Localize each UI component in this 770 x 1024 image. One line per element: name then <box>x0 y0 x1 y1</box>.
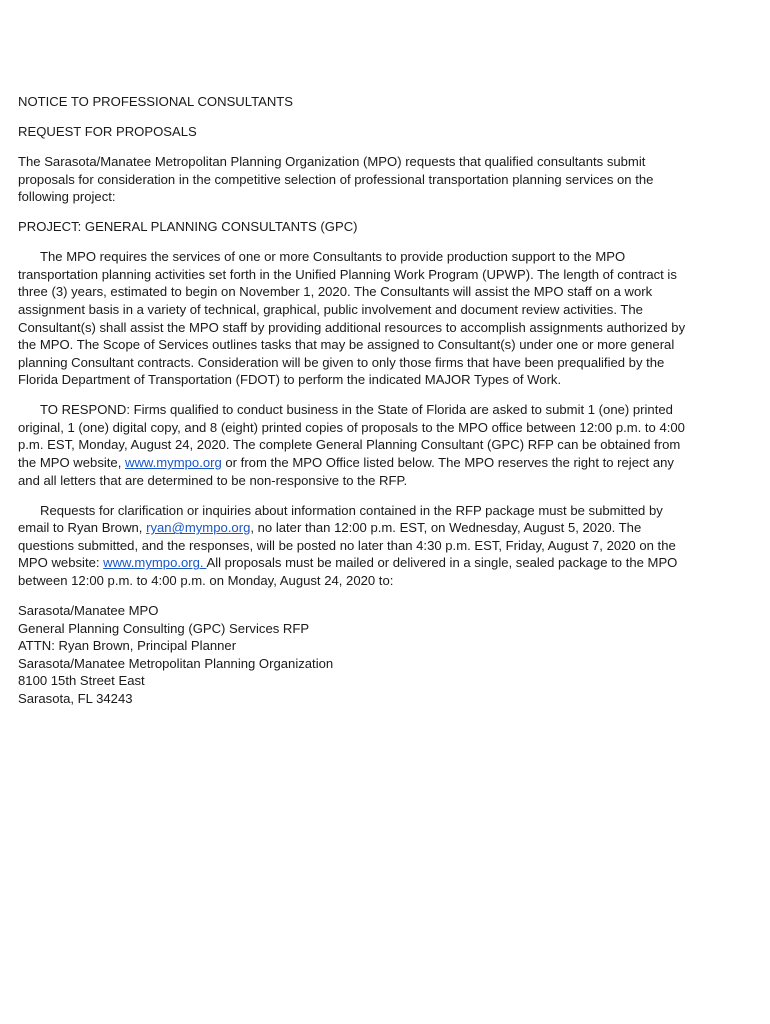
rfp-heading: REQUEST FOR PROPOSALS <box>18 123 197 139</box>
inquiry-text-2: , no later than 12:00 p.m. EST, on Wednesday, August 5, 2020. The questions submitted, and the responses, will be posted no later than 4:30 p.m. EST, Friday, August 7, 2020 on the MPO website: <box>18 520 676 571</box>
address-line: Sarasota/Manatee MPO <box>18 602 159 618</box>
respond-paragraph <box>18 401 688 489</box>
project-paragraph: The MPO requires the services of one or more Consultants to provide production support to the MPO transportation planning activities set forth in the Unified Planning Work Program (UPWP). The length of contract is three (3) years, estimated to begin on November 1, 2020. The Consultants will assist the MPO staff on a work assignment basis in a variety of technical, graphical, public involvement and document review activities. The Consultant(s) shall assist the MPO staff by providing additional resources to accomplish assignments authorized by the MPO. The Scope of Services outlines tasks that may be assigned to Consultant(s) under one or more general planning Consultant contracts. Consideration will be given to only those firms that have been prequalified by the Florida Department of Transportation (FDOT) to perform the indicated MAJOR Types of Work. <box>18 249 686 388</box>
notice-heading: NOTICE TO PROFESSIONAL CONSULTANTS <box>18 94 294 109</box>
address-line: 8100 15th Street East <box>18 673 145 689</box>
address-line: ATTN: Ryan Brown, Principal Planner <box>18 638 237 654</box>
address-line: Sarasota/Manatee Metropolitan Planning Organization <box>18 655 334 671</box>
mailing-address <box>18 602 688 708</box>
intro-paragraph: The Sarasota/Manatee Metropolitan Planning Organization (MPO) requests that qualified consultants submit proposals for consideration in the competitive selection of professional transportation planning services on the following project: <box>18 153 654 205</box>
respond-text-1: TO RESPOND: Firms qualified to conduct business in the State of Florida are asked to submit 1 (one) printed original, 1 (one) digital copy, and 8 (eight) printed copies of proposals to the MPO office between 12:00 p.m. to 4:00 p.m. EST, Monday, August 24, 2020. The complete General Planning Consultant (GPC) RFP can be obtained from the MPO website, <box>18 402 685 471</box>
address-line: General Planning Consulting (GPC) Services RFP <box>18 620 310 636</box>
contact-email-link[interactable]: ryan@mympo.org <box>146 520 251 536</box>
inquiry-text-3: All proposals must be mailed or delivered in a single, sealed package to the MPO between 12:00 p.m. to 4:00 p.m. on Monday, August 24, 2020 to: <box>18 555 678 588</box>
mpo-website-link-2[interactable]: www.mympo.org. <box>103 555 207 571</box>
inquiry-paragraph <box>18 502 688 590</box>
mpo-website-link[interactable]: www.mympo.org <box>124 455 222 471</box>
project-heading: PROJECT: GENERAL PLANNING CONSULTANTS (GPC) <box>18 219 358 235</box>
document-page <box>18 93 688 708</box>
inquiry-text-1: Requests for clarification or inquiries about information contained in the RFP package must be submitted by email to Ryan Brown, <box>18 502 663 536</box>
address-line: Sarasota, FL 34243 <box>18 690 133 706</box>
respond-text-2: or from the MPO Office listed below. The MPO reserves the right to reject any and all letters that are determined to be non-responsive to the RFP. <box>18 455 674 488</box>
